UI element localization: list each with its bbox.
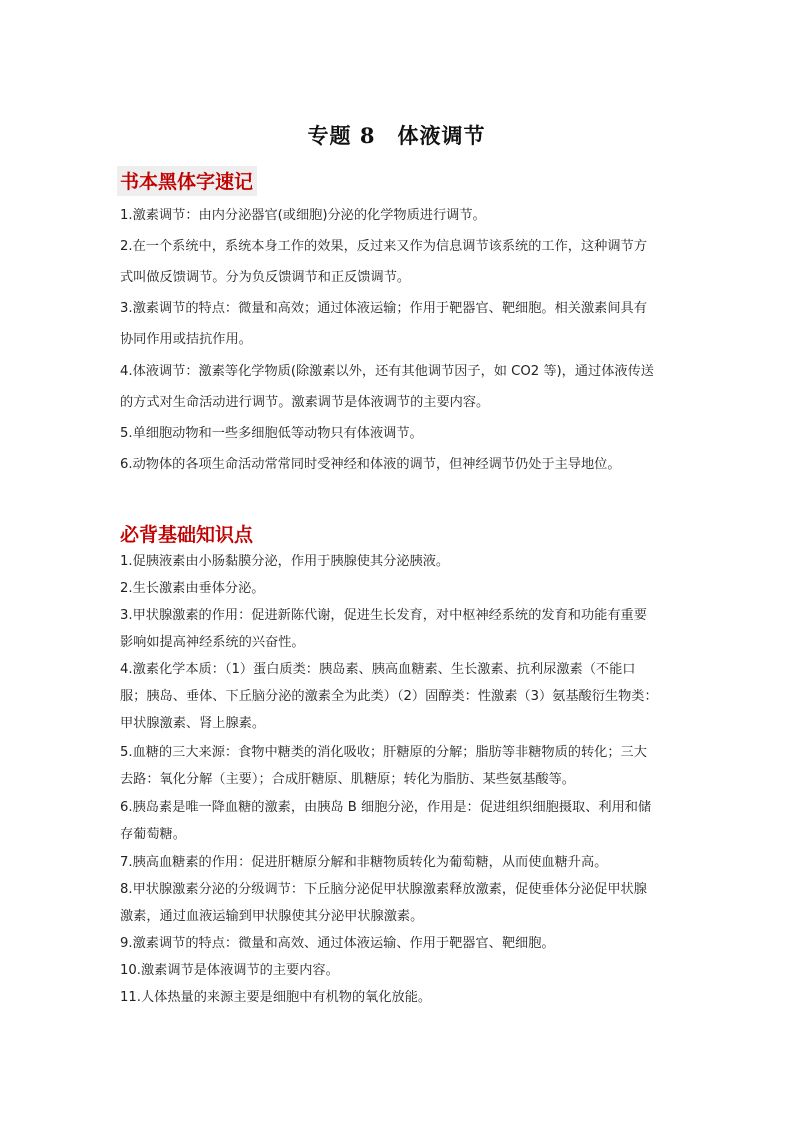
paragraph-line: 7.胰高血糖素的作用：促进肝糖原分解和非糖物质转化为葡萄糖，从而使血糖升高。 <box>120 855 608 870</box>
paragraph-line: 激素，通过血液运输到甲状腺使其分泌甲状腺激素。 <box>120 909 424 924</box>
page-title: 专题 8 体液调节 <box>307 123 486 148</box>
paragraph-line: 去路：氧化分解（主要）；合成肝糖原、肌糖原；转化为脂肪、某些氨基酸等。 <box>120 772 575 787</box>
paragraph-line: 协同作用或拮抗作用。 <box>120 332 252 347</box>
section-heading-basics: 必背基础知识点 <box>120 524 254 546</box>
paragraph-line: 8.甲状腺激素分泌的分级调节：下丘脑分泌促甲状腺激素释放激素，促使垂体分泌促甲状腺 <box>120 882 647 897</box>
paragraph-line: 甲状腺激素、肾上腺素。 <box>120 716 266 731</box>
paragraph-line: 3.甲状腺激素的作用：促进新陈代谢，促进生长发育，对中枢神经系统的发育和功能有重要 <box>120 608 647 623</box>
paragraph-line: 服；胰岛、垂体、下丘脑分泌的激素全为此类）（2）固醇类：性激素（3）氨基酸衍生物类： <box>120 689 658 704</box>
paragraph-line: 6.动物体的各项生命活动常常同时受神经和体液的调节，但神经调节仍处于主导地位。 <box>120 457 621 472</box>
paragraph-line: 3.激素调节的特点：微量和高效；通过体液运输；作用于靶器官、靶细胞。相关激素间具有 <box>120 301 647 316</box>
paragraph-line: 影响如提高神经系统的兴奋性。 <box>120 635 305 650</box>
paragraph-line: 10.激素调节是体液调节的主要内容。 <box>120 963 339 978</box>
paragraph-line: 4.激素化学本质：（1）蛋白质类：胰岛素、胰高血糖素、生长激素、抗利尿激素（不能口 <box>120 662 636 677</box>
paragraph-line: 2.生长激素由垂体分泌。 <box>120 581 265 596</box>
paragraph-line: 的方式对生命活动进行调节。激素调节是体液调节的主要内容。 <box>120 395 490 410</box>
paragraph-line: 9.激素调节的特点：微量和高效、通过体液运输、作用于靶器官、靶细胞。 <box>120 936 555 951</box>
paragraph-line: 5.单细胞动物和一些多细胞低等动物只有体液调节。 <box>120 426 423 441</box>
paragraph-line: 4.体液调节：激素等化学物质(除激素以外，还有其他调节因子，如 CO2 等)，通过体液传送 <box>120 364 654 379</box>
paragraph-line: 1.激素调节：由内分泌器官(或细胞)分泌的化学物质进行调节。 <box>120 208 486 223</box>
paragraph-line: 11.人体热量的来源主要是细胞中有机物的氧化放能。 <box>120 990 432 1005</box>
paragraph-line: 5.血糖的三大来源：食物中糖类的消化吸收；肝糖原的分解；脂肪等非糖物质的转化；三大 <box>120 745 647 760</box>
paragraph-line: 6.胰岛素是唯一降血糖的激素，由胰岛 B 细胞分泌，作用是：促进组织细胞摄取、利用和储 <box>120 800 652 815</box>
paragraph-line: 存葡萄糖。 <box>120 827 186 842</box>
paragraph-line: 1.促胰液素由小肠黏膜分泌，作用于胰腺使其分泌胰液。 <box>120 554 450 569</box>
paragraph-line: 式叫做反馈调节。分为负反馈调节和正反馈调节。 <box>120 270 411 285</box>
section-heading-memorize: 书本黑体字速记 <box>117 166 257 196</box>
paragraph-line: 2.在一个系统中，系统本身工作的效果，反过来又作为信息调节该系统的工作，这种调节方 <box>120 239 647 254</box>
